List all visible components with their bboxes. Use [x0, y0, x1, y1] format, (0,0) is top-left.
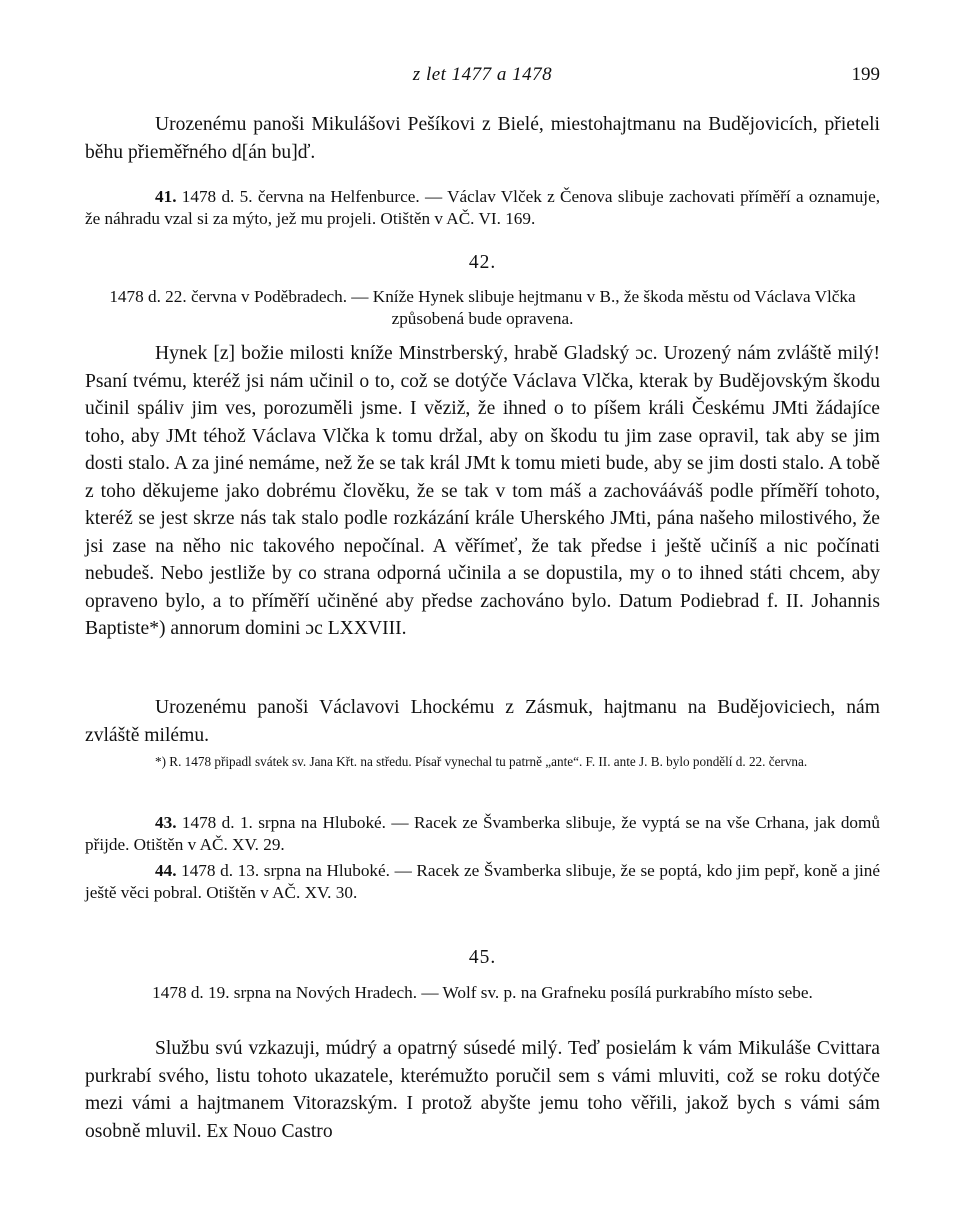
letter-address: Urozenému panoši Václavovi Lhockému z Zásmuk, hajtmanu na Budějoviciech, nám zvláště milému.: [85, 697, 880, 746]
address-text: Urozenému panoši Mikulášovi Pešíkovi z Bielé, miestohajtmanu na Budějovicích, přieteli běhu přieměřného d[án bu]ď.: [85, 114, 880, 163]
regest-44: [85, 860, 880, 904]
running-title: z let 1477 a 1478: [412, 64, 553, 85]
regest-44-text: [85, 860, 880, 904]
regest-44-number: 44.: [155, 861, 177, 880]
letter-body: Hynek [z] božie milosti kníže Minstrberský, hrabě Gladský ɔc. Urozený nám zvláště milý! Psaní tvému, kteréž jsi nám učinil o to, což se dotýče Václava Vlčka, kterak by Budějovským škodu učinil spáliv jim ves, porozuměli jsme. I věziž, že ihned o to píšem králi Českému JMti žádajíce toho, aby JMt téhož Václava Vlčka k tomu držal, aby on škodu tu jim zase opravil, tak aby se jim dosti stalo. A za jiné nemáme, než že se tak král JMt k tomu mieti bude, aby se jim dosti stalo. A tobě z toho děkujeme jako dobrému člověku, že se tak v tom máš a zachovááváš podle příměří tohoto, kteréž se jest skrze nás tak stalo podle rozkázání krále Uherského JMti, pána našeho milostivého, že jsi zase na něho nic takového nepočínal. A věřímeť, že tak předse i ještě učiníš a nic počínati nebudeš. Nebo jestliže by co strana odporná učinila a se dopustila, my o to ihned státi chcem, aby opraveno bylo, a to příměří učiněné aby předse zachováno bylo. Datum Podiebrad f. II. Johannis Baptiste*) annorum domini ɔc LXXVIII.: [85, 343, 880, 639]
regest-43-number: 43.: [155, 813, 177, 832]
document-42-body: [85, 340, 880, 643]
footnote: [85, 752, 880, 771]
document-42-number: [85, 252, 880, 274]
document-45-number: [85, 947, 880, 969]
regest-41: [85, 186, 880, 230]
address-paragraph: [85, 111, 880, 166]
document-42-address: [85, 694, 880, 749]
regest-41-number: 41.: [155, 187, 177, 206]
regest-43: [85, 812, 880, 856]
page-number: 199: [851, 64, 880, 85]
regest-43-body: 1478 d. 1. srpna na Hluboké. — Racek ze Švamberka slibuje, že vyptá se na vše Crhana, jak domů přijde. Otištěn v AČ. XV. 29.: [85, 813, 880, 854]
regest-41-body: 1478 d. 5. června na Helfenburce. — Václav Vlček z Čenova slibuje zachovati příměří a oznamuje, že náhradu vzal si za mýto, jež mu projeli. Otištěn v AČ. VI. 169.: [85, 187, 880, 228]
regest-44-body: 1478 d. 13. srpna na Hluboké. — Racek ze Švamberka slibuje, že se poptá, kdo jim pepř, koně a jiné ještě věci pobral. Otištěn v AČ. XV. 30.: [85, 861, 880, 902]
footnote-text: *) R. 1478 připadl svátek sv. Jana Křt. na středu. Písař vynechal tu patrně „ante“. F. II. ante J. B. bylo pondělí d. 22. června.: [155, 754, 808, 769]
regest-43-text: [85, 812, 880, 856]
page-header: [85, 64, 880, 86]
summary-text: 1478 d. 19. srpna na Nových Hradech. — Wolf sv. p. na Grafneku posílá purkrabího místo sebe.: [152, 983, 813, 1002]
document-number: 42.: [468, 252, 497, 273]
document-45-summary: [85, 982, 880, 1004]
document-45-body: [85, 1035, 880, 1145]
letter-body: Službu svú vzkazuji, múdrý a opatrný súsedé milý. Teď posielám k vám Mikuláše Cvittara purkrabí svého, listu tohoto ukazatele, kterémužto poručil sem s vámi mluviti, což se roku dotýče mezi vámi a hajtmanem Vitorazským. I protož abyšte jemu toho věřili, jakož bych s vámi sám osobně mluvil. Ex Nouo Castro: [85, 1038, 880, 1142]
regest-41-text: [85, 186, 880, 230]
summary-text: 1478 d. 22. června v Poděbradech. — Kníže Hynek slibuje hejtmanu v B., že škoda městu od Václava Vlčka způsobená bude opravena.: [109, 287, 856, 328]
document-number: 45.: [468, 947, 497, 968]
document-42-summary: [85, 286, 880, 330]
